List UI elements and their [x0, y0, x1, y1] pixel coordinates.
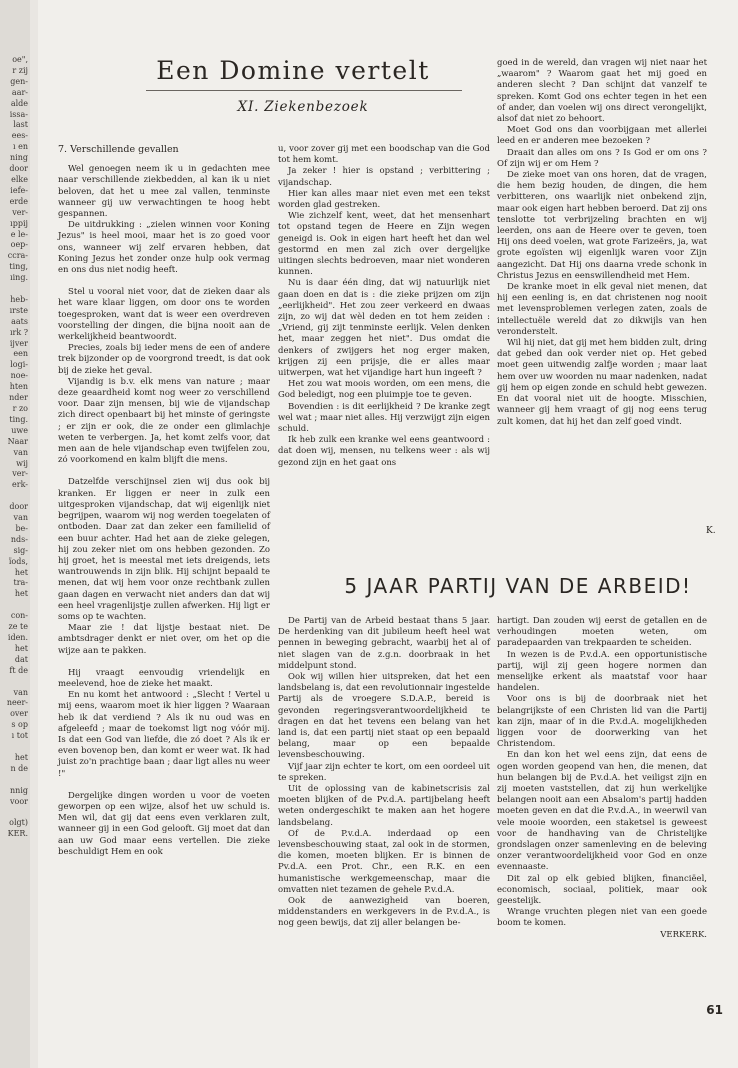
paragraph: Wrange vruchten plegen niet van een goede boom te komen. — [497, 907, 707, 929]
margin-fragment — [0, 807, 28, 818]
margin-fragment: issa- — [9, 109, 28, 119]
margin-fragment: Naar — [7, 436, 28, 446]
paragraph: Datzelfde verschijnsel zien wij dus ook bij kranken. Er liggen er neer in zulk een uitgesproken vijandschap, dat wij eigenlijk niet begrijpen, waarom wij nog werden toegelaten of ontboden. Daar zat dan zeker een familielid of een buur achter. Had het aan de zieke gelegen, hij zou zeker niet om ons hebben gezonden. Zo hij groet, het is meestal met iets dreigends, iets wantrouwends in zijn blik. Hij schijnt bepaald te menen, dat wij hem voor onze rechtbank zullen gaan dagen en verwacht niet anders dan dat wij een heel vragenlijstje zullen afwerken. Hij ligt er soms op te wachten. — [58, 477, 270, 622]
margin-fragment: nder — [9, 393, 28, 403]
margin-fragment: oe", — [12, 55, 28, 64]
margin-fragment: r zo — [12, 403, 28, 413]
margin-fragment: con- — [10, 611, 28, 621]
margin-fragment: KER. — [7, 829, 28, 839]
article-column-3 — [497, 58, 707, 428]
margin-fragment: ïods, — [8, 556, 28, 566]
margin-fragment: ı tot — [11, 731, 28, 741]
margin-fragment: ting. — [9, 414, 28, 424]
paragraph: Het zou wat moois worden, om een mens, die God beledigt, nog een pluimpje toe te geven. — [278, 379, 490, 401]
paragraph: De zieke moet van ons horen, dat de vragen, die hem bezig houden, de dingen, die hem verbitteren, ons waarlijk niet onbekend zijn, maar ook eigen hart hebben beroerd. Dat zij ons tenslotte tot verbrijzeling brachten en wij leerden, ons aan de Heere over te geven, toen Hij ons deed voelen, wat grote Farizeërs, ja, wat grote egoïsten wij eigenlijk waren voor Zijn aangezicht. Dat Hij ons daarna vrede schonk in Christus Jezus en eenswillendheid met Hem. — [497, 170, 707, 281]
margin-fragment: het — [14, 752, 28, 762]
page-number: 61 — [706, 1003, 723, 1017]
margin-fragment: over — [10, 709, 28, 719]
article-column-1 — [58, 144, 270, 858]
paragraph: Bovendien : is dit eerlijkheid ? De kranke zegt wel wat ; maar niet alles. Hij verzwijgt zijn eigen schuld. — [278, 401, 490, 435]
paragraph: Hier kan alles maar niet even met een tekst worden glad gestreken. — [278, 188, 490, 211]
margin-fragment: van — [13, 447, 28, 457]
paragraph: Ook de aanwezigheid van boeren, middenstanders en werkgevers in de P.v.d.A., is nog geen bewijs, dat zij aller belangen be- — [278, 896, 490, 929]
margin-fragment: het — [14, 643, 28, 653]
margin-fragment: gen- — [10, 76, 28, 86]
paragraph: In wezen is de P.v.d.A. een opportunistische partij, wijl zij geen hogere normen dan menselijke erkent als maatstaf voor haar handelen. — [497, 649, 707, 694]
margin-fragment: ırste — [9, 305, 28, 315]
author-initial: K. — [706, 526, 716, 536]
margin-fragment — [0, 600, 28, 611]
section-heading: 7. Verschillende gevallen — [58, 144, 179, 155]
margin-fragment: nds- — [10, 534, 28, 544]
paragraph: goed in de wereld, dan vragen wij niet naar het „waarom" ? Waarom gaat het mij goed en anderen slecht ? Dan schijnt dat vanzelf te spreken. Komt God ons echter tegen in het een of ander, dan voelen wij ons direct verongelijkt, alsof dat niet zo behoort. — [497, 58, 707, 125]
margin-fragment: aats — [11, 316, 28, 326]
paragraph: Draait dan alles om ons ? Is God er om ons ? Of zijn wij er om Hem ? — [497, 147, 707, 169]
paragraph: Nu is daar één ding, dat wij natuurlijk niet gaan doen en dat is : die zieke prijzen om zijn „eerlijkheid". Het zou zeer verkeerd en dwaas zijn, zo wij dat wèl deden en tot hem zeiden : „Vriend, gij zijt tenminste eerlijk. Velen denken het, maar zeggen het niet". Dus omdat die denkers of zwijgers het nog erger maken, krijgen zij een prijsje, die er alles maar uitwerpen, wat het vijandige hart hun ingeeft ? — [278, 278, 490, 379]
margin-fragment: erk- — [12, 480, 28, 490]
margin-fragment: r zij — [12, 65, 28, 75]
article-column-2 — [278, 144, 490, 469]
margin-fragment: ırk ? — [9, 327, 28, 337]
margin-fragment: noe- — [10, 371, 28, 381]
article-title: Een Domine vertelt — [156, 56, 430, 85]
margin-fragment: ning — [10, 153, 28, 163]
margin-fragment: wij — [16, 458, 28, 468]
paragraph: Uit de oplossing van de kabinetscrisis zal moeten blijken of de Pv.d.A. partijbelang heeft weten ondergeschikt te maken aan het hogere landsbelang. — [278, 784, 490, 828]
margin-fragment: uwe — [11, 425, 28, 435]
title-divider — [146, 90, 462, 91]
paragraph: Wil hij niet, dat gij met hem bidden zult, dring dat gebed dan ook verder niet op. Het gebed moet geen uitwendig zalfje worden ; maar laat hem over uw woorden nu maar nadenken, nadat gij hem op eigen zonde en schuld hebt gewezen. En dat vooral niet uit de hoogte. Misschien, wanneer gij hem vraagt of gij nog eens terug zult komen, dat hij het dan zelf goed vindt. — [497, 338, 707, 427]
paragraph: Vijf jaar zijn echter te kort, om een oordeel uit te spreken. — [278, 761, 490, 783]
margin-fragment — [0, 742, 28, 753]
margin-fragment: ccra- — [7, 251, 28, 261]
second-article-title: 5 JAAR PARTIJ VAN DE ARBEID! — [344, 574, 692, 598]
margin-fragment: heb- — [10, 294, 28, 304]
paragraph: Wel genoegen neem ik u in gedachten mee naar verschillende ziekbedden, al kan ik u niet beloven, dat het u mee zal vallen, tenminste wanneer gij uw verwachtingen te hoog hebt gespannen. — [58, 164, 270, 220]
margin-fragment: iefe- — [10, 185, 28, 195]
margin-fragment: ft de — [9, 665, 28, 675]
margin-fragment: olgt) — [9, 818, 28, 828]
paragraph: Hij vraagt eenvoudig vriendelijk en meelevend, hoe de zieke het maakt. — [58, 667, 270, 689]
margin-fragment: erde — [9, 196, 28, 206]
margin-fragment: logi- — [10, 360, 28, 370]
paragraph: Ja zeker ! hier is opstand ; verbittering ; vijandschap. — [278, 166, 490, 188]
paragraph: Wie zichzelf kent, weet, dat het mensenhart tot opstand tegen de Heere en Zijn wegen geneigd is. Ook in eigen hart heeft het dan wel gestormd en men zal zich over dergelijke uitingen slechts bedroeven, maar niet wonderen kunnen. — [278, 211, 490, 278]
margin-fragment: iden. — [7, 632, 28, 642]
second-article-column-1 — [278, 616, 490, 930]
margin-fragment: ting, — [9, 262, 28, 272]
margin-fragment: aar- — [11, 87, 28, 97]
paragraph: De Partij van de Arbeid bestaat thans 5 jaar. De herdenking van dit jubileum heeft heel wat pennen in beweging gebracht, waarbij het al of niet slagen van de z.g.n. doorbraak in het middelpunt stond. — [278, 616, 490, 671]
margin-fragment: e le- — [10, 229, 28, 239]
margin-fragment: voor — [10, 796, 28, 806]
margin-fragment: ees- — [11, 131, 28, 141]
previous-page-edge — [0, 0, 30, 1068]
margin-fragment: ver- — [12, 207, 28, 217]
author-signature: VERKERK. — [660, 929, 707, 940]
margin-fragment: ver- — [12, 469, 28, 479]
margin-fragment: ijver — [9, 338, 28, 348]
paragraph: u, voor zover gij met een boodschap van die God tot hem komt. — [278, 144, 490, 166]
margin-fragment: tra- — [13, 578, 28, 588]
margin-fragment: sig- — [13, 545, 28, 555]
margin-fragment: be- — [15, 523, 28, 533]
margin-fragment — [0, 491, 28, 502]
paragraph: Ik heb zulk een kranke wel eens geantwoord : dat doen wij, mensen, nu telkens weer : als wij gezond zijn en het gaat ons — [278, 435, 490, 468]
margin-fragment: n de — [10, 763, 28, 773]
margin-fragment: s op — [11, 720, 28, 730]
paragraph: En nu komt het antwoord : „Slecht ! Vertel u mij eens, waarom moet ik hier liggen ? Waaraan heb ik dat verdiend ? Als ik nu oud was en afgeleefd ; maar de toekomst ligt nog vóór mij. Is dat een God van liefde, die zó doet ? Als ik er even bovenop ben, dan komt er weer wat. Ik had juist zo'n prachtige baan ; daar ligt alles nu weer !" — [58, 690, 270, 779]
margin-fragment: neer- — [6, 698, 28, 708]
margin-fragment: nnig — [10, 785, 28, 795]
paragraph: De uitdrukking : „zielen winnen voor Koning Jezus" is heel mooi, maar het is zo goed voor ons, wanneer wij zelf ervaren hebben, dat Koning Jezus het zonder onze hulp ook vermag en ons dus niet nodig heeft. — [58, 220, 270, 276]
margin-fragment — [0, 677, 28, 688]
paragraph: Voor ons is bij de doorbraak niet het belangrijkste of een Christen lid van die Partij kan zijn, maar of in die P.v.d.A. mogelijkheden liggen voor de doorwerking van het Christendom. — [497, 694, 707, 750]
margin-fragment: het — [14, 567, 28, 577]
margin-fragment: hten — [9, 382, 28, 392]
paragraph: Vijandig is b.v. elk mens van nature ; maar deze geaardheid komt nog weer zo verschillend voor. Daar zijn mensen, bij wie de vijandschap zich direct openbaart bij het minste of geringste ; er zijn er ook, die ze onder een glimlachje weten te verbergen. Ja, het komt zelfs voor, dat men aan de hele vijandschap even twijfelen zou, zó voorkomend en kalm blijft die mens. — [58, 376, 270, 466]
paragraph: En dan kon het wel eens zijn, dat eens de ogen worden geopend van hen, die menen, dat hun belangen bij de P.v.d.A. het veiligst zijn en zij moeten vaststellen, dat zij hun werkelijke belangen nooit aan een Absalom's partij hadden moeten geven en dat die P.v.d.A., in weerwil van vele mooie woorden, een staketsel is geweest voor de handhaving van de Christelijke grondslagen onzer samenleving en de beleving onzer verantwoordelijkheid voor God en onze evennaaste. — [497, 750, 707, 873]
margin-fragment: alde — [10, 98, 28, 108]
margin-fragment: door — [9, 164, 28, 174]
margin-fragment: oep- — [10, 240, 28, 250]
margin-fragment: dat — [14, 654, 28, 664]
margin-fragment: ze te — [8, 622, 28, 632]
paragraph: Of de P.v.d.A. inderdaad op een levensbeschouwing staat, zal ook in de stormen, die komen, moeten blijken. Er is binnen de Pv.d.A. een Prot. Chr., een R.K. en een humanistische werkgemeenschap, maar die omvatten niet tezamen de gehele P.v.d.A. — [278, 828, 490, 895]
second-article-column-2 — [497, 616, 707, 941]
magazine-page — [38, 0, 738, 1068]
margin-text-fragments — [0, 55, 28, 840]
margin-fragment: door — [9, 502, 28, 512]
paragraph: De kranke moet in elk geval niet menen, dat hij een eenling is, en dat christenen nog nooit met levensproblemen verlegen zaten, zoals de intellectuële wereld dat zo dikwijls van hen veronderstelt. — [497, 282, 707, 337]
margin-fragment: het — [14, 589, 28, 599]
margin-fragment: van — [13, 513, 28, 523]
paragraph: Dit zal op elk gebied blijken, financiëel, economisch, sociaal, politiek, maar ook geestelijk. — [497, 873, 707, 907]
paragraph: Maar zie ! dat lijstje bestaat niet. De ambtsdrager denkt er niet over, om het op die wijze aan te pakken. — [58, 623, 270, 656]
margin-fragment: elke — [11, 174, 28, 184]
margin-fragment — [0, 284, 28, 295]
paragraph: Moet God ons dan voorbijgaan met allerlei leed en er anderen mee bezoeken ? — [497, 125, 707, 147]
margin-fragment: ı en — [13, 142, 28, 152]
margin-fragment: een — [13, 349, 28, 359]
article-subtitle: XI. Ziekenbezoek — [237, 99, 369, 115]
margin-fragment: last — [13, 120, 28, 130]
margin-fragment: van — [13, 687, 28, 697]
paragraph: Precies, zoals bij ieder mens de een of andere trek bijzonder op de voorgrond treedt, is dat ook bij de zieke het geval. — [58, 343, 270, 376]
paragraph: Stel u vooral niet voor, dat de zieken daar als het ware klaar liggen, om door ons te worden toegesproken, want dat is weer een overdreven voorstelling der dingen, die bijna nooit aan de werkelijkheid beantwoordt. — [58, 287, 270, 343]
margin-fragment: ıppij — [10, 218, 28, 228]
margin-fragment: ıing. — [10, 273, 28, 283]
paragraph: Dergelijke dingen worden u voor de voeten geworpen op een wijze, alsof het uw schuld is. Men wil, dat gij dat eens even verklaren zult, wanneer gij in een God gelooft. Gij moet dat dan aan uw God maar eens vertellen. Die zieke beschuldigt Hem en ook — [58, 790, 270, 857]
margin-fragment — [0, 775, 28, 786]
paragraph: hartigt. Dan zouden wij eerst de getallen en de verhoudingen moeten weten, om paradepaarden van trekpaarden te scheiden. — [497, 616, 707, 649]
paragraph: Ook wij willen hier uitspreken, dat het een landsbelang is, dat een revolutionnair ingestelde Partij als de vroegere S.D.A.P., bereid is gevonden regeringsverantwoordelijkheid te dragen en dat het tevens een belang van het land is, dat een partij niet staat op een bepaald belang, maar op een bepaalde levensbeschouwing. — [278, 672, 490, 761]
